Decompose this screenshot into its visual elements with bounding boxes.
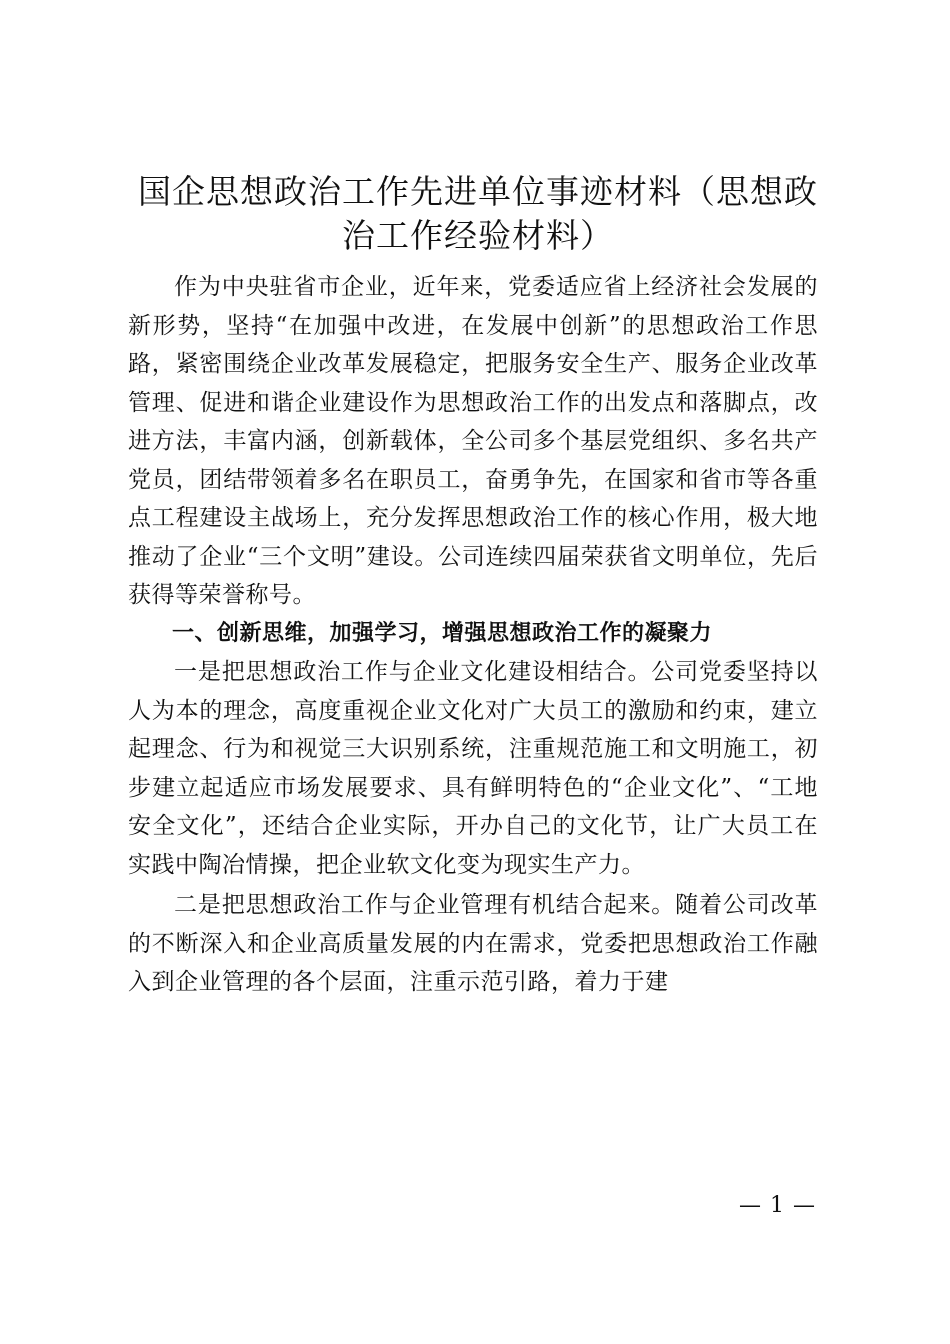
- paragraph-1: 一是把思想政治工作与企业文化建设相结合。公司党委坚持以人为本的理念，高度重视企业文化对广大员工的激励和约束，建立起理念、行为和视觉三大识别系统，注重规范施工和文明施工，初步建立起适应市场发展要求、具有鲜明特色的“企业文化”、“工地安全文化”，还结合企业实际，开办自己的文化节，让广大员工在实践中陶冶情操，把企业软文化变为现实生产力。: [128, 659, 818, 878]
- document-body: [128, 268, 818, 1002]
- section-heading-1: 一、创新思维，加强学习，增强思想政治工作的凝聚力: [172, 620, 713, 646]
- title-line-2: 治工作经验材料）: [342, 216, 614, 255]
- title-line-1: 国企思想政治工作先进单位事迹材料（思想政: [138, 172, 818, 211]
- document-title: [118, 170, 838, 258]
- page-number: — 1 —: [739, 1193, 816, 1218]
- paragraph-2: 二是把思想政治工作与企业管理有机结合起来。随着公司改革的不断深入和企业高质量发展的内在需求，党委把思想政治工作融入到企业管理的各个层面，注重示范引路，着力于建: [128, 892, 818, 995]
- intro-paragraph: 作为中央驻省市企业，近年来，党委适应省上经济社会发展的新形势，坚持“在加强中改进，在发展中创新”的思想政治工作思路，紧密围绕企业改革发展稳定，把服务安全生产、服务企业改革管理、促进和谐企业建设作为思想政治工作的出发点和落脚点，改进方法，丰富内涵，创新载体，全公司多个基层党组织、多名共产党员，团结带领着多名在职员工，奋勇争先，在国家和省市等各重点工程建设主战场上，充分发挥思想政治工作的核心作用，极大地推动了企业“三个文明”建设。公司连续四届荣获省文明单位，先后获得等荣誉称号。: [128, 274, 818, 608]
